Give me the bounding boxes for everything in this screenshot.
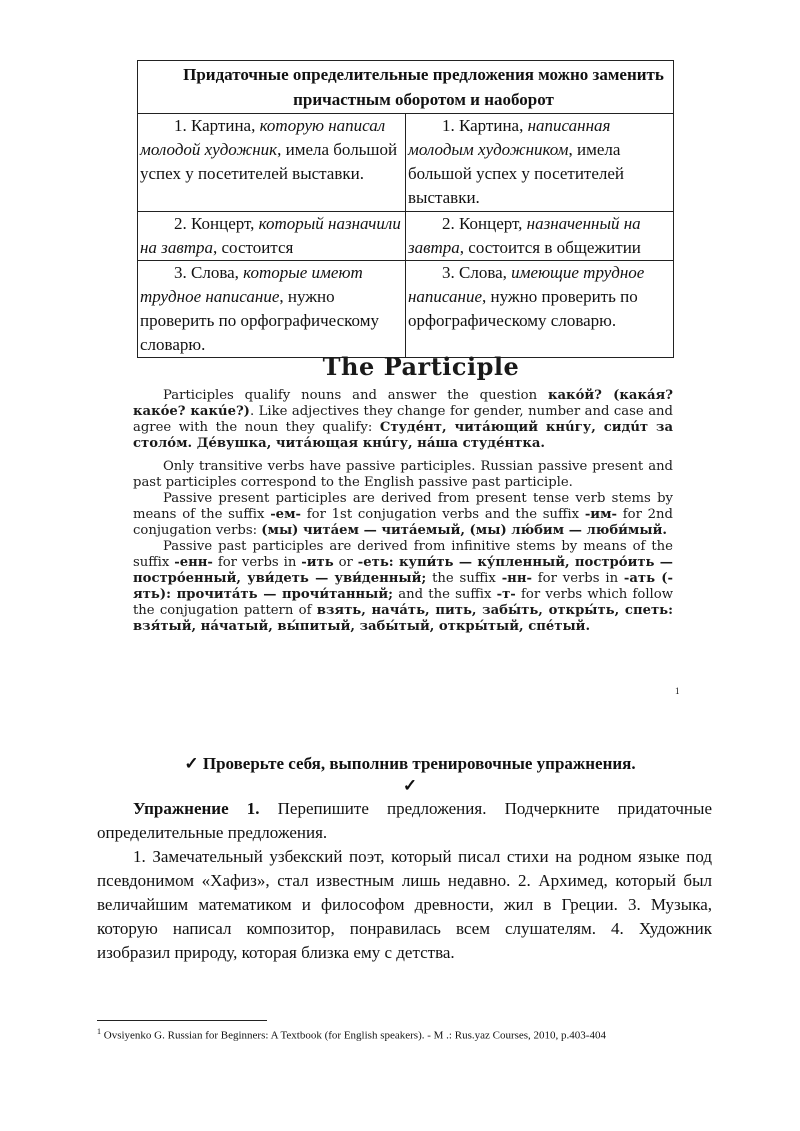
- table-header: Придаточные определительные предложения можно заменить причастным оборотом и наоборот: [138, 61, 674, 114]
- suffix-label: -нн-: [501, 571, 532, 586]
- text-run: Only transitive verbs have passive participles. Russian passive present and past participles correspond to the English passive past participle.: [133, 459, 673, 490]
- suffix-label: -ить: [301, 555, 334, 570]
- cell-suffix: , состоится: [212, 238, 294, 257]
- scanned-textbook-excerpt: [133, 352, 673, 704]
- self-check-heading: [100, 753, 720, 797]
- russian-example: Студéнт, читáющий кнúгу, сидúт за столóм. Дéвушка, читáющая кнúгу, нáша студéнтка.: [133, 420, 673, 451]
- text-run: Participles qualify nouns and answer the question: [163, 388, 548, 403]
- footnote-number: 1: [97, 1027, 101, 1036]
- footnote: [97, 1025, 717, 1043]
- table-header-row: [138, 61, 674, 114]
- cell-prefix: 1. Картина,: [174, 116, 260, 135]
- footnote-text: Ovsiyenko G. Russian for Beginners: A Textbook (for English speakers). - M .: Rus.yaz Courses, 2010, p.403-404: [101, 1029, 606, 1042]
- russian-example: -ать (-ять): прочитáть — прочи́танный;: [133, 571, 673, 602]
- text-run: for 1st conjugation verbs and the suffix: [301, 507, 585, 522]
- table-cell-clause: [138, 114, 406, 212]
- text-run: for verbs which follow the conjugation pattern of: [133, 587, 673, 618]
- cell-suffix: , нужно проверить по орфографическому словарю.: [140, 287, 379, 354]
- excerpt-paragraph: [133, 539, 673, 635]
- exercise-body: 1. Замечательный узбекский поэт, который писал стихи на родном языке под псевдонимом «Хафиз», стал известным лишь недавно. 2. Архимед, который был величайшим математиком и философом древности, жил в Греции. 3. Музыка, которую написал композитор, понравилась всем слушателям. 4. Художник изобразил природу, которая близка ему с детства.: [97, 847, 712, 962]
- text-run: or: [333, 555, 358, 570]
- russian-example: взять, начáть, пить, забы́ть, откры́ть, спеть: взя́тый, нáчатый, вы́питый, забы́тый, откры́тый, спéтый.: [133, 603, 673, 634]
- cell-prefix: 3. Слова,: [174, 263, 244, 282]
- table-cell-participle: [406, 261, 674, 358]
- footnote-divider: [97, 1020, 267, 1021]
- cell-suffix: , состоится в общежитии: [459, 238, 641, 257]
- table-cell-clause: [138, 261, 406, 358]
- text-run: for verbs in: [212, 555, 302, 570]
- text-run: . Like adjectives they change for gender, number and case and agree with the noun they qualify:: [133, 404, 673, 435]
- checkmark-icon: ✓: [402, 776, 418, 795]
- cell-italic: написанная молодым художником: [408, 116, 611, 159]
- cell-prefix: 3. Слова,: [442, 263, 512, 282]
- cell-suffix: , имела большой успех у посетителей выставки.: [408, 140, 625, 207]
- text-run: for verbs in: [531, 571, 624, 586]
- cell-prefix: 2. Концерт,: [442, 214, 527, 233]
- suffix-label: -т-: [496, 587, 516, 602]
- exercise-1: [97, 797, 712, 965]
- cell-prefix: 2. Концерт,: [174, 214, 259, 233]
- cell-italic: который назначили на завтра: [140, 214, 401, 257]
- cell-italic: имеющие трудное написание: [408, 263, 645, 306]
- table-cell-participle: [406, 212, 674, 261]
- suffix-label: -енн-: [174, 555, 213, 570]
- exercise-instruction-text: Перепишите предложения. Подчеркните придаточные определительные предложения.: [97, 799, 712, 842]
- excerpt-paragraph: [133, 491, 673, 539]
- excerpt-title: The Participle: [322, 352, 520, 381]
- text-run: the suffix: [426, 571, 502, 586]
- checkmark-icon: ✓: [184, 754, 199, 773]
- self-check-text: Проверьте себя, выполнив тренировочные упражнения.: [202, 754, 636, 773]
- exercise-instruction: [97, 797, 712, 845]
- table-cell-participle: [406, 114, 674, 212]
- text-run: and the suffix: [393, 587, 497, 602]
- cell-prefix: 1. Картина,: [442, 116, 528, 135]
- text-run: Passive past participles are derived from infinitive stems by means of the suffix: [133, 539, 673, 570]
- cell-suffix: , нужно проверить по орфографическому словарю.: [408, 287, 638, 330]
- suffix-label: -ем-: [270, 507, 301, 522]
- comparison-table: [137, 60, 674, 358]
- table-cell-clause: [138, 212, 406, 261]
- russian-example: какóй? (какáя? какóе? какúе?): [133, 388, 673, 419]
- excerpt-paragraph: [133, 388, 673, 452]
- footnote-reference: 1: [675, 686, 680, 696]
- suffix-label: -им-: [584, 507, 617, 522]
- russian-example: (мы) читáем — читáемый, (мы) лю́бим — люби́мый.: [261, 523, 667, 538]
- table-row: [138, 261, 674, 358]
- table-row: [138, 212, 674, 261]
- cell-suffix: , имела большой успех у посетителей выставки.: [140, 140, 398, 183]
- text-run: for 2nd conjugation verbs:: [133, 507, 673, 538]
- cell-italic: которые имеют трудное написание: [140, 263, 363, 306]
- text-run: Passive present participles are derived from present tense verb stems by means of the suffix: [133, 491, 673, 522]
- russian-example: -еть: купи́ть — ку́пленный, постро́ить — постро́енный, уви́деть — уви́денный;: [133, 555, 673, 586]
- cell-italic: назначенный на завтра: [408, 214, 641, 257]
- table-row: [138, 114, 674, 212]
- excerpt-paragraph: [133, 459, 673, 491]
- exercise-label: Упражнение 1.: [133, 799, 260, 818]
- cell-italic: которую написал молодой художник: [140, 116, 386, 159]
